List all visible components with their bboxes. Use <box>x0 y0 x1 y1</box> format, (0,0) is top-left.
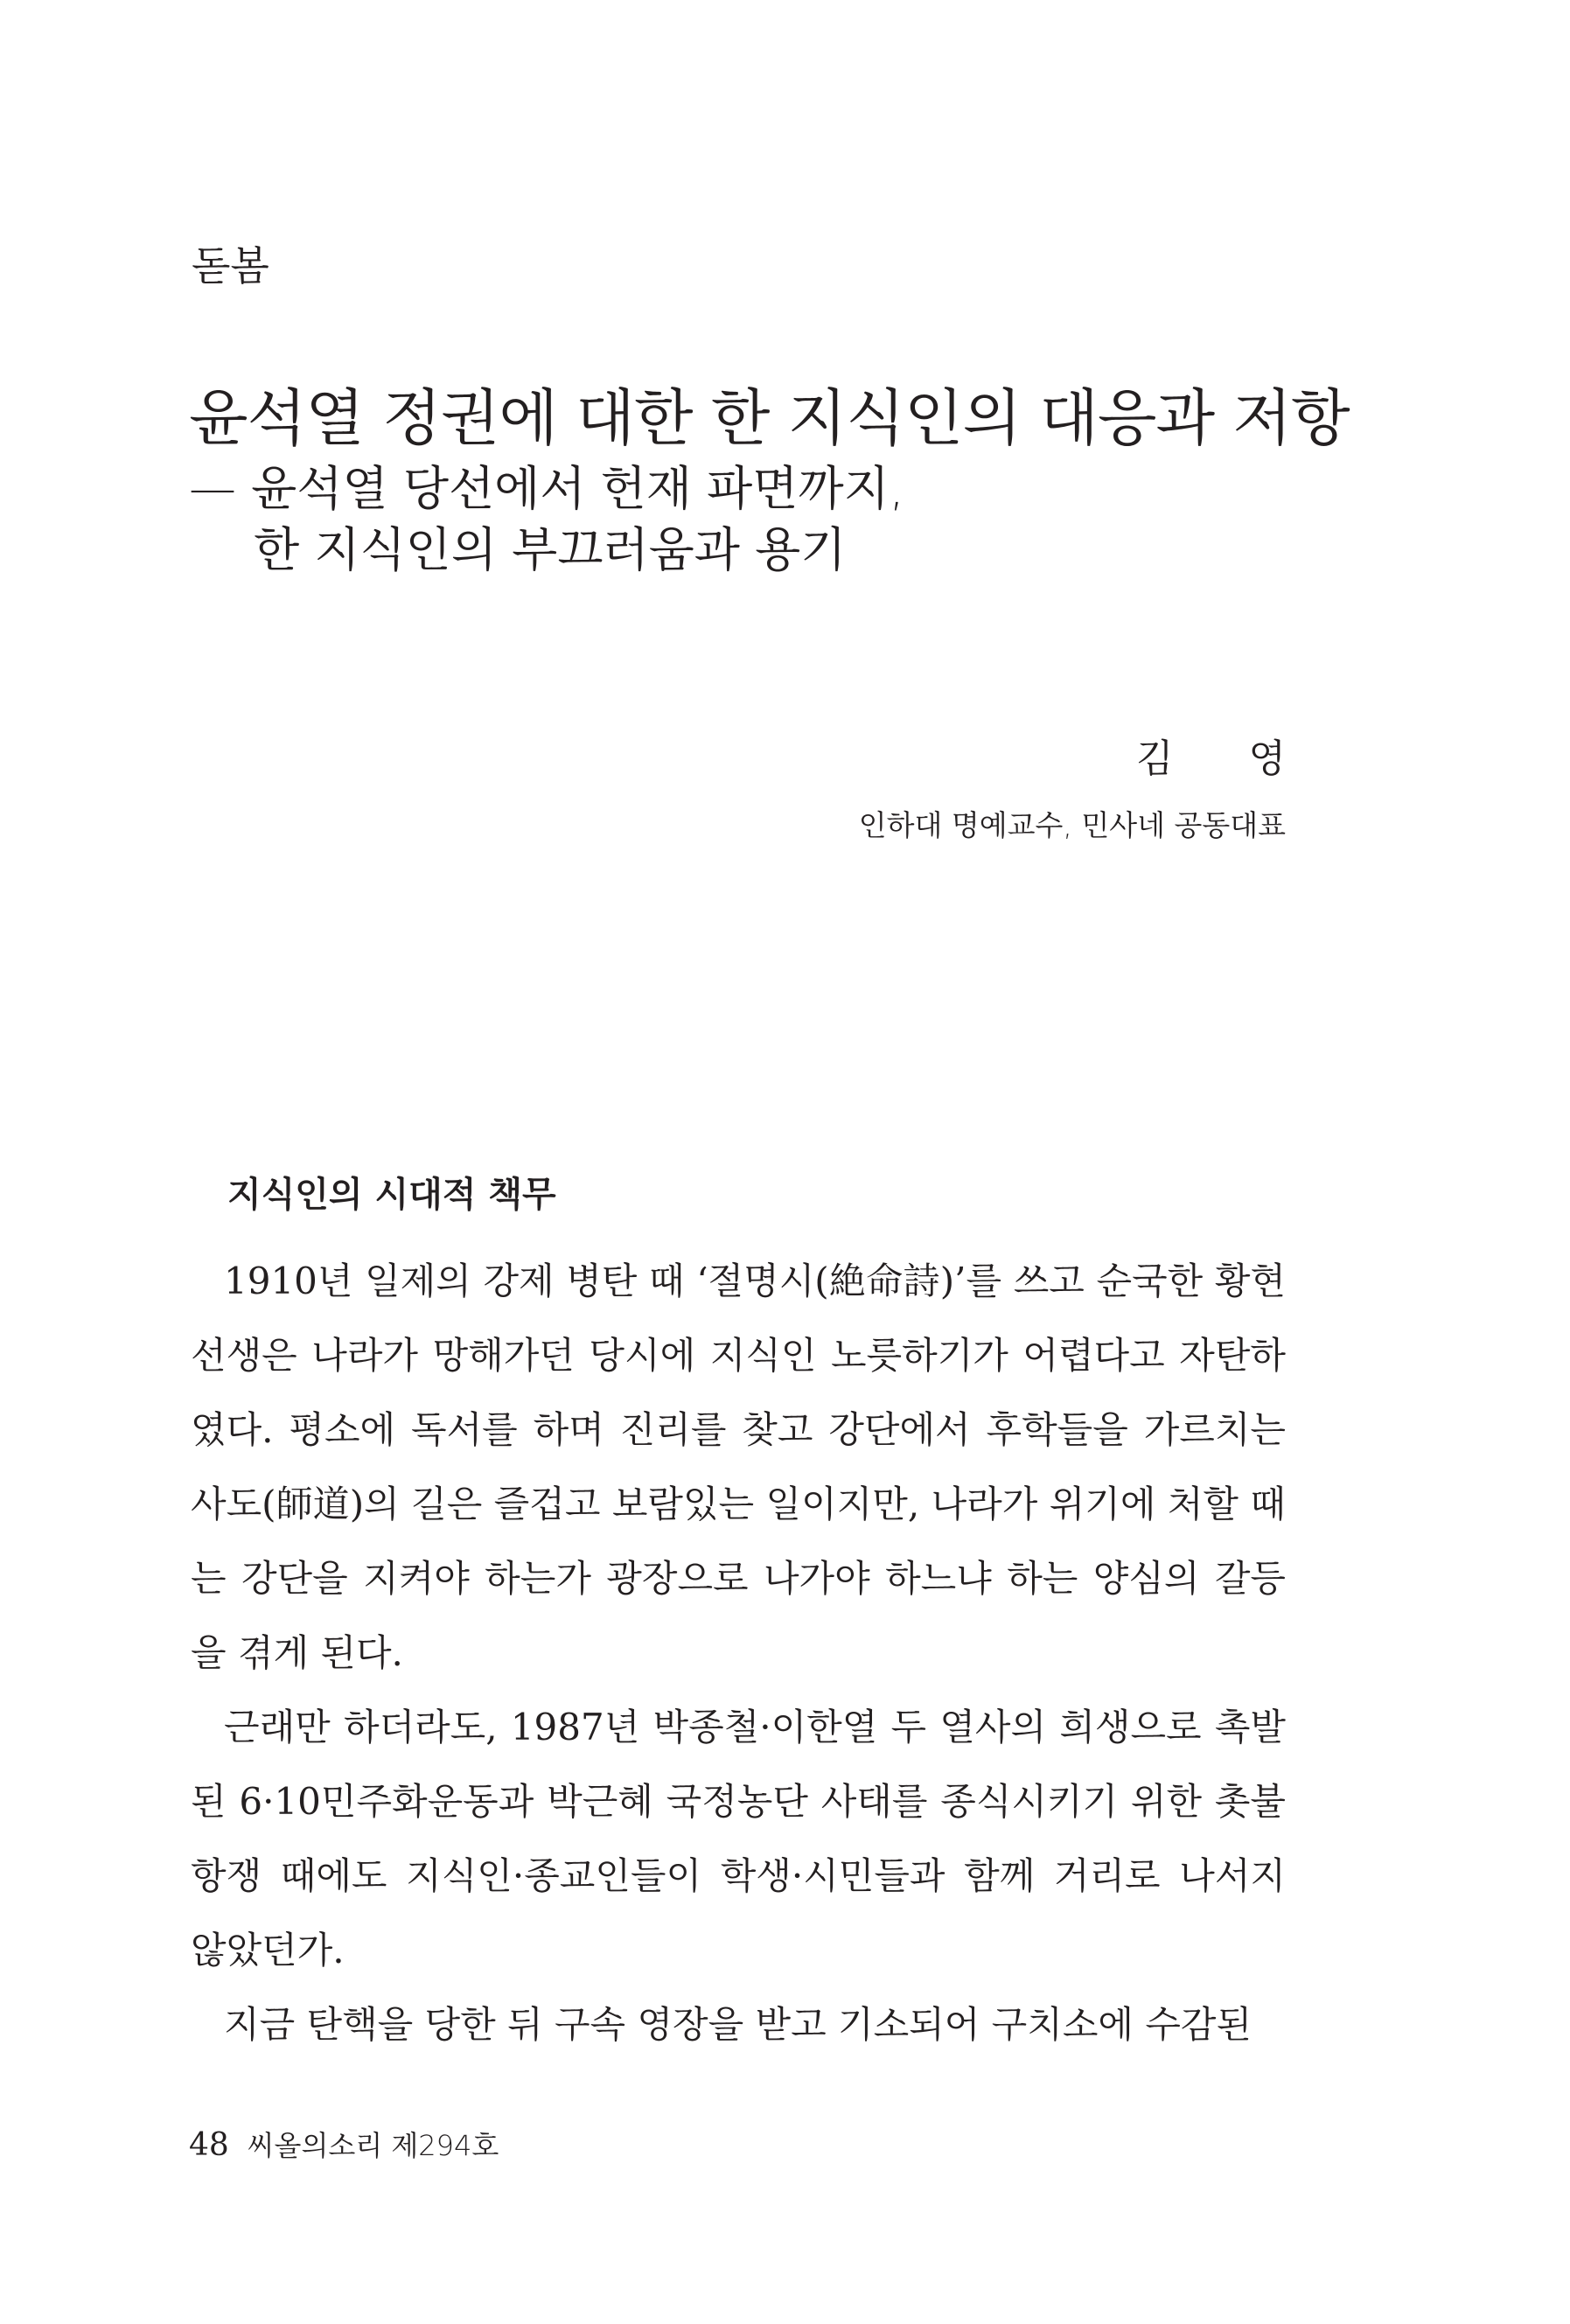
section-label: 돋봄 <box>192 242 269 290</box>
page-number: 48 <box>189 2127 229 2163</box>
author-name: 김 영 <box>1136 736 1317 781</box>
journal-name: 씨올의소리 제294호 <box>247 2129 499 2162</box>
article-title: 윤석열 정권에 대한 한 지식인의 대응과 저항 <box>189 382 1350 454</box>
subtitle-line-1: — 윤석열 당선에서 헌재 파면까지, <box>189 461 904 516</box>
subtitle-line-2: 한 지식인의 부끄러움과 용기 <box>254 522 847 577</box>
article-subtitle <box>189 458 1326 581</box>
author-affiliation: 인하대 명예교수, 민사네 공동대표 <box>858 808 1286 842</box>
paragraph-2: 근래만 하더라도, 1987년 박종철·이한열 두 열사의 희생으로 촉발된 6·10민주화운동과 박근혜 국정농단 사태를 종식시키기 위한 촛불항쟁 때에도 지식인·종교인들이 학생·시민들과 함께 거리로 나서지 않았던가. <box>191 1706 1286 1972</box>
article-body <box>191 1169 1286 2062</box>
title-block <box>189 378 1350 581</box>
page-footer <box>189 2124 499 2164</box>
paragraph-1: 1910년 일제의 강제 병탄 때 ‘절명시(絶命詩)’를 쓰고 순국한 황현 선생은 나라가 망해가던 당시에 지식인 노릇하기가 어렵다고 자탄하였다. 평소에 독서를 하며 진리를 찾고 강단에서 후학들을 가르치는 사도(師道)의 길은 즐겁고 보람있는 일이지만, 나라가 위기에 처할 때는 강단을 지켜야 하는가 광장으로 나가야 하느냐 하는 양심의 갈등을 겪게 된다. <box>191 1260 1286 1674</box>
paragraph-3: 지금 탄핵을 당한 뒤 구속 영장을 받고 기소되어 구치소에 수감된 <box>224 2003 1253 2046</box>
author-block <box>858 733 1317 845</box>
section-heading: 지식인의 시대적 책무 <box>227 1175 556 1215</box>
